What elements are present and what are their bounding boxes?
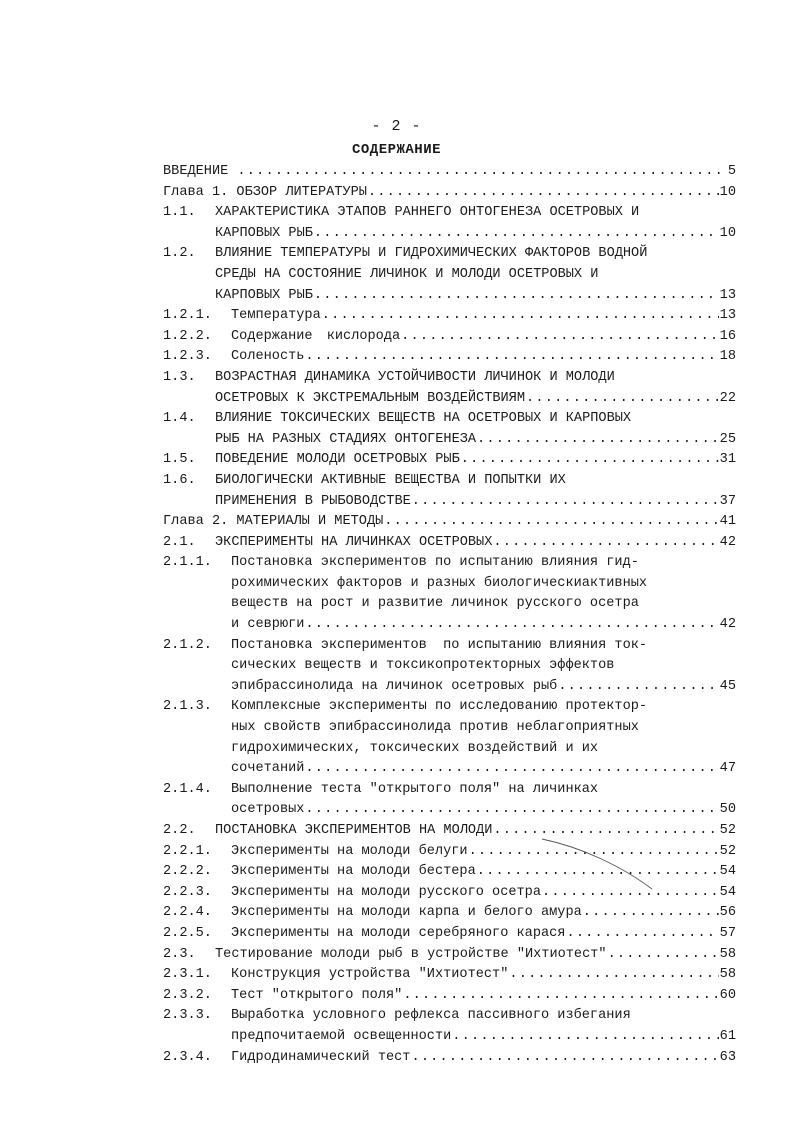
toc-entry-title: Содержание кислорода bbox=[231, 328, 401, 344]
toc-entry[interactable] bbox=[163, 1048, 736, 1069]
toc-title: СОДЕРЖАНИЕ bbox=[351, 142, 441, 158]
dot-leader bbox=[305, 615, 718, 636]
toc-page-number: 10 bbox=[719, 225, 736, 241]
toc-page-number: 54 bbox=[719, 884, 736, 900]
toc-entry-title: СРЕДЫ НА СОСТОЯНИЕ ЛИЧИНОК И МОЛОДИ ОСЕТРОВЫХ И bbox=[215, 266, 599, 282]
toc-entry[interactable] bbox=[163, 697, 736, 779]
toc-entry-title: ПРИМЕНЕНИЯ В РЫБОВОДСТВЕ bbox=[215, 493, 411, 509]
toc-page-number: 5 bbox=[727, 164, 736, 179]
toc-page-number: 31 bbox=[719, 452, 736, 468]
toc-entry-number: 1.3. bbox=[163, 369, 196, 385]
dot-leader bbox=[566, 924, 718, 945]
toc-entry-number: 2.3.3. bbox=[163, 1008, 212, 1024]
toc-entry-number: 2.3.2. bbox=[163, 987, 212, 1003]
toc-entry[interactable] bbox=[163, 306, 736, 327]
toc-page-number: 56 bbox=[719, 905, 736, 921]
toc-page-number: 58 bbox=[719, 967, 736, 983]
toc-entry-number: 1.1. bbox=[163, 205, 196, 221]
toc-entry[interactable] bbox=[163, 244, 736, 306]
dot-leader bbox=[477, 430, 719, 451]
toc-entry[interactable] bbox=[163, 183, 736, 204]
toc-page-number: 42 bbox=[719, 534, 736, 550]
dot-leader bbox=[469, 842, 719, 863]
dot-leader bbox=[305, 347, 718, 368]
dot-leader bbox=[509, 965, 718, 986]
toc-entry-title: Комплексные эксперименты по исследованию протектор- bbox=[231, 699, 648, 715]
toc-page-number: 60 bbox=[719, 987, 736, 1003]
toc-entry-number: 2.2.4. bbox=[163, 905, 212, 921]
toc-entry-title: Конструкция устройства "Ихтиотест" bbox=[231, 967, 509, 983]
toc-entry-title: Глава 2. МАТЕРИАЛЫ И МЕТОДЫ bbox=[163, 514, 384, 530]
toc-entry-title: ВЛИЯНИЕ ТЕМПЕРАТУРЫ И ГИДРОХИМИЧЕСКИХ ФАКТОРОВ ВОДНОЙ bbox=[215, 246, 648, 262]
toc-entry[interactable] bbox=[163, 1006, 736, 1047]
dot-leader bbox=[411, 1048, 718, 1069]
dot-leader bbox=[461, 450, 719, 471]
toc-entry-title: Эксперименты на молоди русского осетра bbox=[231, 884, 541, 900]
toc-page-number: 54 bbox=[719, 864, 736, 880]
dot-leader bbox=[477, 862, 719, 883]
table-of-contents bbox=[163, 162, 736, 1068]
toc-entry-title: Тест "открытого поля" bbox=[231, 987, 403, 1003]
toc-page-number: 52 bbox=[719, 843, 736, 859]
toc-entry-number: 1.2. bbox=[163, 246, 196, 262]
toc-entry[interactable] bbox=[163, 203, 736, 244]
toc-entry-title: и севрюги bbox=[231, 617, 305, 633]
toc-entry-title: КАРПОВЫХ РЫБ bbox=[215, 287, 313, 303]
toc-entry-number: 2.1.3. bbox=[163, 699, 212, 715]
dot-leader bbox=[583, 903, 719, 924]
toc-entry[interactable] bbox=[163, 162, 736, 183]
dot-leader bbox=[368, 183, 719, 204]
toc-entry[interactable] bbox=[163, 780, 736, 821]
toc-entry-title: Эксперименты на молоди серебряного карася bbox=[231, 925, 566, 941]
toc-page-number: 13 bbox=[719, 287, 736, 303]
toc-entry-number: 2.3. bbox=[163, 946, 196, 962]
toc-entry[interactable] bbox=[163, 924, 736, 945]
toc-entry-number: 2.1.4. bbox=[163, 781, 212, 797]
toc-entry-title: Тестирование молоди рыб в устройстве "Ихтиотест" bbox=[215, 946, 607, 962]
toc-entry-number: 2.1. bbox=[163, 534, 196, 550]
dot-leader bbox=[558, 677, 718, 698]
toc-page-number: 22 bbox=[719, 390, 736, 406]
toc-entry-title: Температура bbox=[231, 308, 321, 324]
toc-entry[interactable] bbox=[163, 986, 736, 1007]
dot-leader bbox=[403, 986, 718, 1007]
toc-entry-number: 1.6. bbox=[163, 472, 196, 488]
toc-page-number: 57 bbox=[719, 925, 736, 941]
toc-page-number: 13 bbox=[719, 308, 736, 324]
toc-entry-number: 1.2.1. bbox=[163, 308, 212, 324]
dot-leader bbox=[237, 162, 726, 183]
toc-entry-title: Эксперименты на молоди бестера bbox=[231, 864, 476, 880]
toc-entry-title: веществ на рост и развитие личинок русского осетра bbox=[231, 596, 639, 612]
toc-entry[interactable] bbox=[163, 883, 736, 904]
toc-entry-title: ОСЕТРОВЫХ К ЭКСТРЕМАЛЬНЫМ ВОЗДЕЙСТВИЯМ bbox=[215, 390, 525, 406]
toc-entry-number: 2.1.2. bbox=[163, 637, 212, 653]
dot-leader bbox=[493, 821, 718, 842]
toc-entry-title: РЫБ НА РАЗНЫХ СТАДИЯХ ОНТОГЕНЕЗА bbox=[215, 431, 477, 447]
toc-entry[interactable] bbox=[163, 450, 736, 471]
toc-entry[interactable] bbox=[163, 821, 736, 842]
toc-entry-title: Эксперименты на молоди карпа и белого амура bbox=[231, 905, 582, 921]
toc-entry-number: 2.3.1. bbox=[163, 967, 212, 983]
toc-page-number: 52 bbox=[719, 823, 736, 838]
toc-entry-title: ПОВЕДЕНИЕ МОЛОДИ ОСЕТРОВЫХ РЫБ bbox=[215, 452, 460, 468]
toc-entry-number: 2.3.4. bbox=[163, 1049, 212, 1065]
dot-leader bbox=[526, 389, 719, 410]
toc-page-number: 45 bbox=[719, 678, 736, 694]
dot-leader bbox=[542, 883, 719, 904]
toc-entry[interactable] bbox=[163, 471, 736, 512]
page-number: - 2 - bbox=[371, 118, 422, 135]
dot-leader bbox=[322, 306, 719, 327]
toc-entry[interactable] bbox=[163, 903, 736, 924]
toc-page-number: 41 bbox=[719, 514, 736, 530]
toc-entry-number: 1.4. bbox=[163, 411, 196, 427]
toc-page-number: 50 bbox=[719, 802, 736, 818]
toc-entry-title: Постановка экспериментов по испытанию влияния ток- bbox=[231, 637, 648, 653]
toc-entry-title: Эксперименты на молоди белуги bbox=[231, 843, 468, 859]
dot-leader bbox=[452, 1027, 718, 1048]
toc-entry[interactable] bbox=[163, 842, 736, 863]
toc-entry-title: Выполнение теста "открытого поля" на личинках bbox=[231, 781, 599, 797]
toc-entry[interactable] bbox=[163, 945, 736, 966]
toc-entry-number: 1.2.2. bbox=[163, 328, 212, 344]
toc-entry[interactable] bbox=[163, 368, 736, 409]
toc-entry-title: ВВЕДЕНИЕ bbox=[163, 164, 237, 179]
dot-leader bbox=[401, 327, 719, 348]
toc-entry-title: гидрохимических, токсических воздействий и их bbox=[231, 740, 599, 756]
toc-page-number: 47 bbox=[719, 761, 736, 777]
toc-page-number: 18 bbox=[719, 349, 736, 365]
toc-entry-title: Глава 1. ОБЗОР ЛИТЕРАТУРЫ bbox=[163, 184, 367, 200]
toc-page-number: 42 bbox=[719, 617, 736, 633]
toc-entry-number: 2.2.1. bbox=[163, 843, 212, 859]
toc-entry-title: ных свойств эпибрассинолида против неблагоприятных bbox=[231, 720, 639, 736]
toc-entry-title: сических веществ и токсикопротекторных эффектов bbox=[231, 658, 615, 674]
dot-leader bbox=[314, 286, 719, 307]
toc-entry-number: 2.2.2. bbox=[163, 864, 212, 880]
toc-entry-title: КАРПОВЫХ РЫБ bbox=[215, 225, 313, 241]
toc-entry[interactable] bbox=[163, 533, 736, 554]
toc-entry[interactable] bbox=[163, 965, 736, 986]
dot-leader bbox=[314, 224, 719, 245]
toc-entry-number: 1.2.3. bbox=[163, 349, 212, 365]
dot-leader bbox=[493, 533, 718, 554]
toc-entry-number: 2.2. bbox=[163, 823, 196, 838]
toc-page-number: 16 bbox=[719, 328, 736, 344]
toc-page-number: 25 bbox=[719, 431, 736, 447]
toc-entry-title: осетровых bbox=[231, 802, 305, 818]
toc-entry[interactable] bbox=[163, 347, 736, 368]
toc-entry-title: ЭКСПЕРИМЕНТЫ НА ЛИЧИНКАХ ОСЕТРОВЫХ bbox=[215, 534, 493, 550]
toc-entry-title: рохимических факторов и разных биологическиактивных bbox=[231, 575, 648, 591]
toc-entry-title: ВОЗРАСТНАЯ ДИНАМИКА УСТОЙЧИВОСТИ ЛИЧИНОК И МОЛОДИ bbox=[215, 369, 615, 385]
dot-leader bbox=[384, 512, 718, 533]
toc-entry[interactable] bbox=[163, 553, 736, 635]
toc-entry[interactable] bbox=[163, 636, 736, 698]
dot-leader bbox=[305, 800, 718, 821]
dot-leader bbox=[412, 492, 719, 513]
toc-page-number: 61 bbox=[719, 1028, 736, 1044]
toc-entry-number: 1.5. bbox=[163, 452, 196, 468]
toc-entry-number: 2.1.1. bbox=[163, 555, 212, 571]
toc-page-number: 10 bbox=[719, 184, 736, 200]
toc-entry-title: сочетаний bbox=[231, 761, 305, 777]
toc-entry-title: ВЛИЯНИЕ ТОКСИЧЕСКИХ ВЕЩЕСТВ НА ОСЕТРОВЫХ И КАРПОВЫХ bbox=[215, 411, 632, 427]
toc-page-number: 63 bbox=[719, 1049, 736, 1065]
toc-entry-number: 2.2.3. bbox=[163, 884, 212, 900]
toc-entry[interactable] bbox=[163, 409, 736, 450]
toc-entry-number: 2.2.5. bbox=[163, 925, 212, 941]
toc-entry-title: ПОСТАНОВКА ЭКСПЕРИМЕНТОВ НА МОЛОДИ bbox=[215, 823, 493, 838]
toc-entry-title: эпибрассинолида на личинок осетровых рыб bbox=[231, 678, 558, 694]
dot-leader bbox=[305, 759, 718, 780]
toc-page-number: 58 bbox=[719, 946, 736, 962]
toc-entry[interactable] bbox=[163, 862, 736, 883]
toc-entry-title: предпочитаемой освещенности bbox=[231, 1028, 452, 1044]
toc-entry-title: Постановка экспериментов по испытанию влияния гид- bbox=[231, 555, 639, 571]
toc-entry-title: Соленость bbox=[231, 349, 305, 365]
toc-entry[interactable] bbox=[163, 512, 736, 533]
toc-entry-title: БИОЛОГИЧЕСКИ АКТИВНЫЕ ВЕЩЕСТВА И ПОПЫТКИ ИХ bbox=[215, 472, 566, 488]
toc-entry-title: Выработка условного рефлекса пассивного избегания bbox=[231, 1008, 631, 1024]
toc-page-number: 37 bbox=[719, 493, 736, 509]
dot-leader bbox=[608, 945, 719, 966]
toc-entry-title: ХАРАКТЕРИСТИКА ЭТАПОВ РАННЕГО ОНТОГЕНЕЗА ОСЕТРОВЫХ И bbox=[215, 205, 640, 221]
toc-entry-title: Гидродинамический тест bbox=[231, 1049, 411, 1065]
toc-entry[interactable] bbox=[163, 327, 736, 348]
